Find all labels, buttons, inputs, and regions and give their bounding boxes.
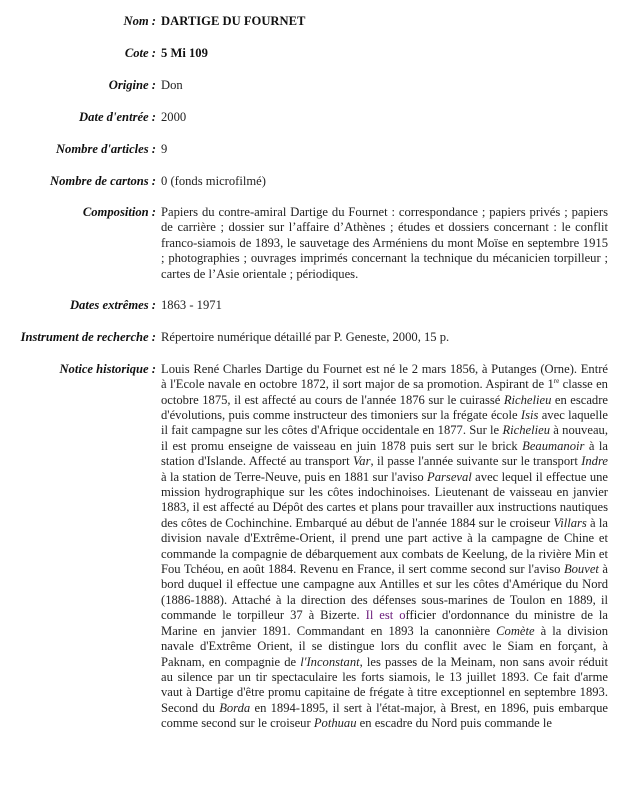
notice-text: fficier d'ordonnance du ministre de la Marine en janvier 1891. Commandant en 1893 la canonnière bbox=[161, 608, 608, 638]
field-label: Instrument de recherche : bbox=[20, 329, 156, 344]
field-value-cote: 5 Mi 109 bbox=[161, 45, 208, 60]
ship-name: Var bbox=[352, 454, 371, 469]
field-value-notice-historique bbox=[161, 362, 608, 732]
field-label: Composition : bbox=[82, 204, 156, 219]
field-origine bbox=[0, 78, 618, 93]
field-notice-historique bbox=[0, 362, 618, 732]
ship-name: Borda bbox=[219, 700, 251, 715]
archive-record bbox=[0, 14, 618, 732]
ship-name: Bouvet bbox=[563, 562, 599, 577]
notice-text: avec lequel il effectue une mission hydrographique sur les côtes indochinoises. Lieutenant de vaisseau en janvier 1883, il est affecté au Dépôt des cartes et plans pour travailler aux instructions nautiques des côtes de Cochinchine. Embarqué au début de l'année 1884 sur le croiseur bbox=[161, 469, 608, 530]
notice-highlighted-text: Il est o bbox=[365, 608, 406, 623]
field-label: Cote : bbox=[124, 45, 156, 60]
ship-name: Pothuau bbox=[313, 716, 357, 731]
notice-text: à nouveau, il est promu enseigne de vaisseau en juin 1878 puis sert sur le brick bbox=[161, 423, 608, 453]
notice-text: , il passe l'année suivante sur le transport bbox=[370, 454, 582, 469]
field-nombre-cartons bbox=[0, 174, 618, 189]
ship-name: Villars bbox=[553, 515, 587, 530]
ship-name: l'Inconstant bbox=[300, 654, 360, 669]
ship-name: Isis bbox=[520, 408, 539, 422]
field-nom bbox=[0, 14, 618, 29]
field-value-dates-extremes: 1863 - 1971 bbox=[161, 297, 222, 312]
notice-text: avec laquelle il fait campagne sur les côtes d'Afrique occidentale en 1877. Sur le bbox=[161, 408, 608, 438]
notice-text: à la division navale d'Extrême Orient, il se distingue lors du conflit avec le Siam en forçant, à Paknam, en compagnie de bbox=[161, 623, 608, 669]
ship-name: Indre bbox=[581, 454, 608, 469]
ship-name: Richelieu bbox=[502, 423, 550, 438]
field-label: Nombre de cartons : bbox=[50, 173, 156, 188]
field-value-origine: Don bbox=[161, 77, 183, 92]
notice-text: à la station d'Islande. Affecté au transport bbox=[161, 438, 608, 469]
notice-text: en escadre du Nord puis commande le bbox=[356, 716, 553, 731]
field-label: Date d'entrée : bbox=[79, 109, 156, 124]
ship-name: Comète bbox=[496, 623, 535, 638]
field-value-date-entree: 2000 bbox=[161, 109, 187, 124]
field-value-nom: DARTIGE DU FOURNET bbox=[161, 14, 306, 28]
field-dates-extremes bbox=[0, 298, 618, 313]
field-label: Origine : bbox=[108, 77, 156, 92]
field-label: Nom : bbox=[123, 14, 156, 28]
field-value-nombre-articles: 9 bbox=[161, 141, 168, 156]
notice-superscript: re bbox=[553, 377, 560, 385]
field-nombre-articles bbox=[0, 142, 618, 157]
notice-text: à bord duquel il effectue une campagne aux Antilles et sur les côtes d'Amérique du Nord (1886-1888). Attaché à la direction des défenses sous-marines de Toulon en 1889, il commande le torpilleur 37 à Bizerte. bbox=[161, 562, 608, 623]
notice-text: en 1894-1895, il sert à l'état-major, à Brest, en 1896, puis embarque comme second sur le croiseur bbox=[161, 700, 608, 731]
field-label: Notice historique : bbox=[59, 361, 156, 376]
ship-name: Parseval bbox=[427, 469, 472, 484]
notice-text: à la division navale d'Extrême-Orient, il prend une part active à la campagne de Chine et commande la compagnie de débarquement aux combats de Keelung, de la rivière Min et Fou Tchéou, en août 1884. Revenu en France, il sert comme second sur l'aviso bbox=[161, 515, 608, 577]
ship-name: Beaumanoir bbox=[522, 438, 585, 453]
notice-text: , les passes de la Meinam, non sans avoir réduit au silence par un tir spectaculaire les forts siamois, le 13 juillet 1893. Ce fait d'arme vaut à Dartige d'être promu capitaine de frégate à titre exceptionnel en septembre 1893. Second du bbox=[161, 654, 609, 715]
field-label: Dates extrêmes : bbox=[69, 297, 156, 312]
field-value-instrument-recherche: Répertoire numérique détaillé par P. Geneste, 2000, 15 p. bbox=[161, 329, 450, 344]
notice-text: en escadre d'évolutions, puis comme instructeur des timoniers sur la frégate école bbox=[161, 392, 608, 422]
field-date-entree bbox=[0, 110, 618, 125]
ship-name: Richelieu bbox=[503, 392, 552, 407]
field-label: Nombre d'articles : bbox=[55, 141, 156, 156]
field-cote bbox=[0, 46, 618, 61]
field-composition bbox=[0, 205, 618, 282]
field-value-nombre-cartons: 0 (fonds microfilmé) bbox=[161, 173, 266, 188]
notice-text: Louis René Charles Dartige du Fournet est né le 2 mars 1856, à Putanges (Orne). Entré à l'Ecole navale en octobre 1872, il sort major de sa promotion. Aspirant de 1 bbox=[161, 361, 608, 392]
field-value-composition: Papiers du contre-amiral Dartige du Fournet : correspondance ; papiers privés ; papiers de carrière ; dossier sur l’affaire d’Athènes ; études et dossiers concernant : le conflit franco-siamois de 1893, le sauvetage des Arméniens du mont Moïse en septembre 1915 ; photographies ; ouvrages imprimés concernant la technique du mécanicien torpilleur ; cartes de l’Asie orientale ; périodiques. bbox=[161, 204, 608, 281]
notice-text: classe en octobre 1875, il est affecté au cours de l'année 1876 sur le cuirassé bbox=[161, 377, 608, 407]
field-instrument-recherche bbox=[0, 330, 618, 345]
notice-text: à la station de Terre-Neuve, puis en 1881 sur l'aviso bbox=[161, 469, 428, 484]
